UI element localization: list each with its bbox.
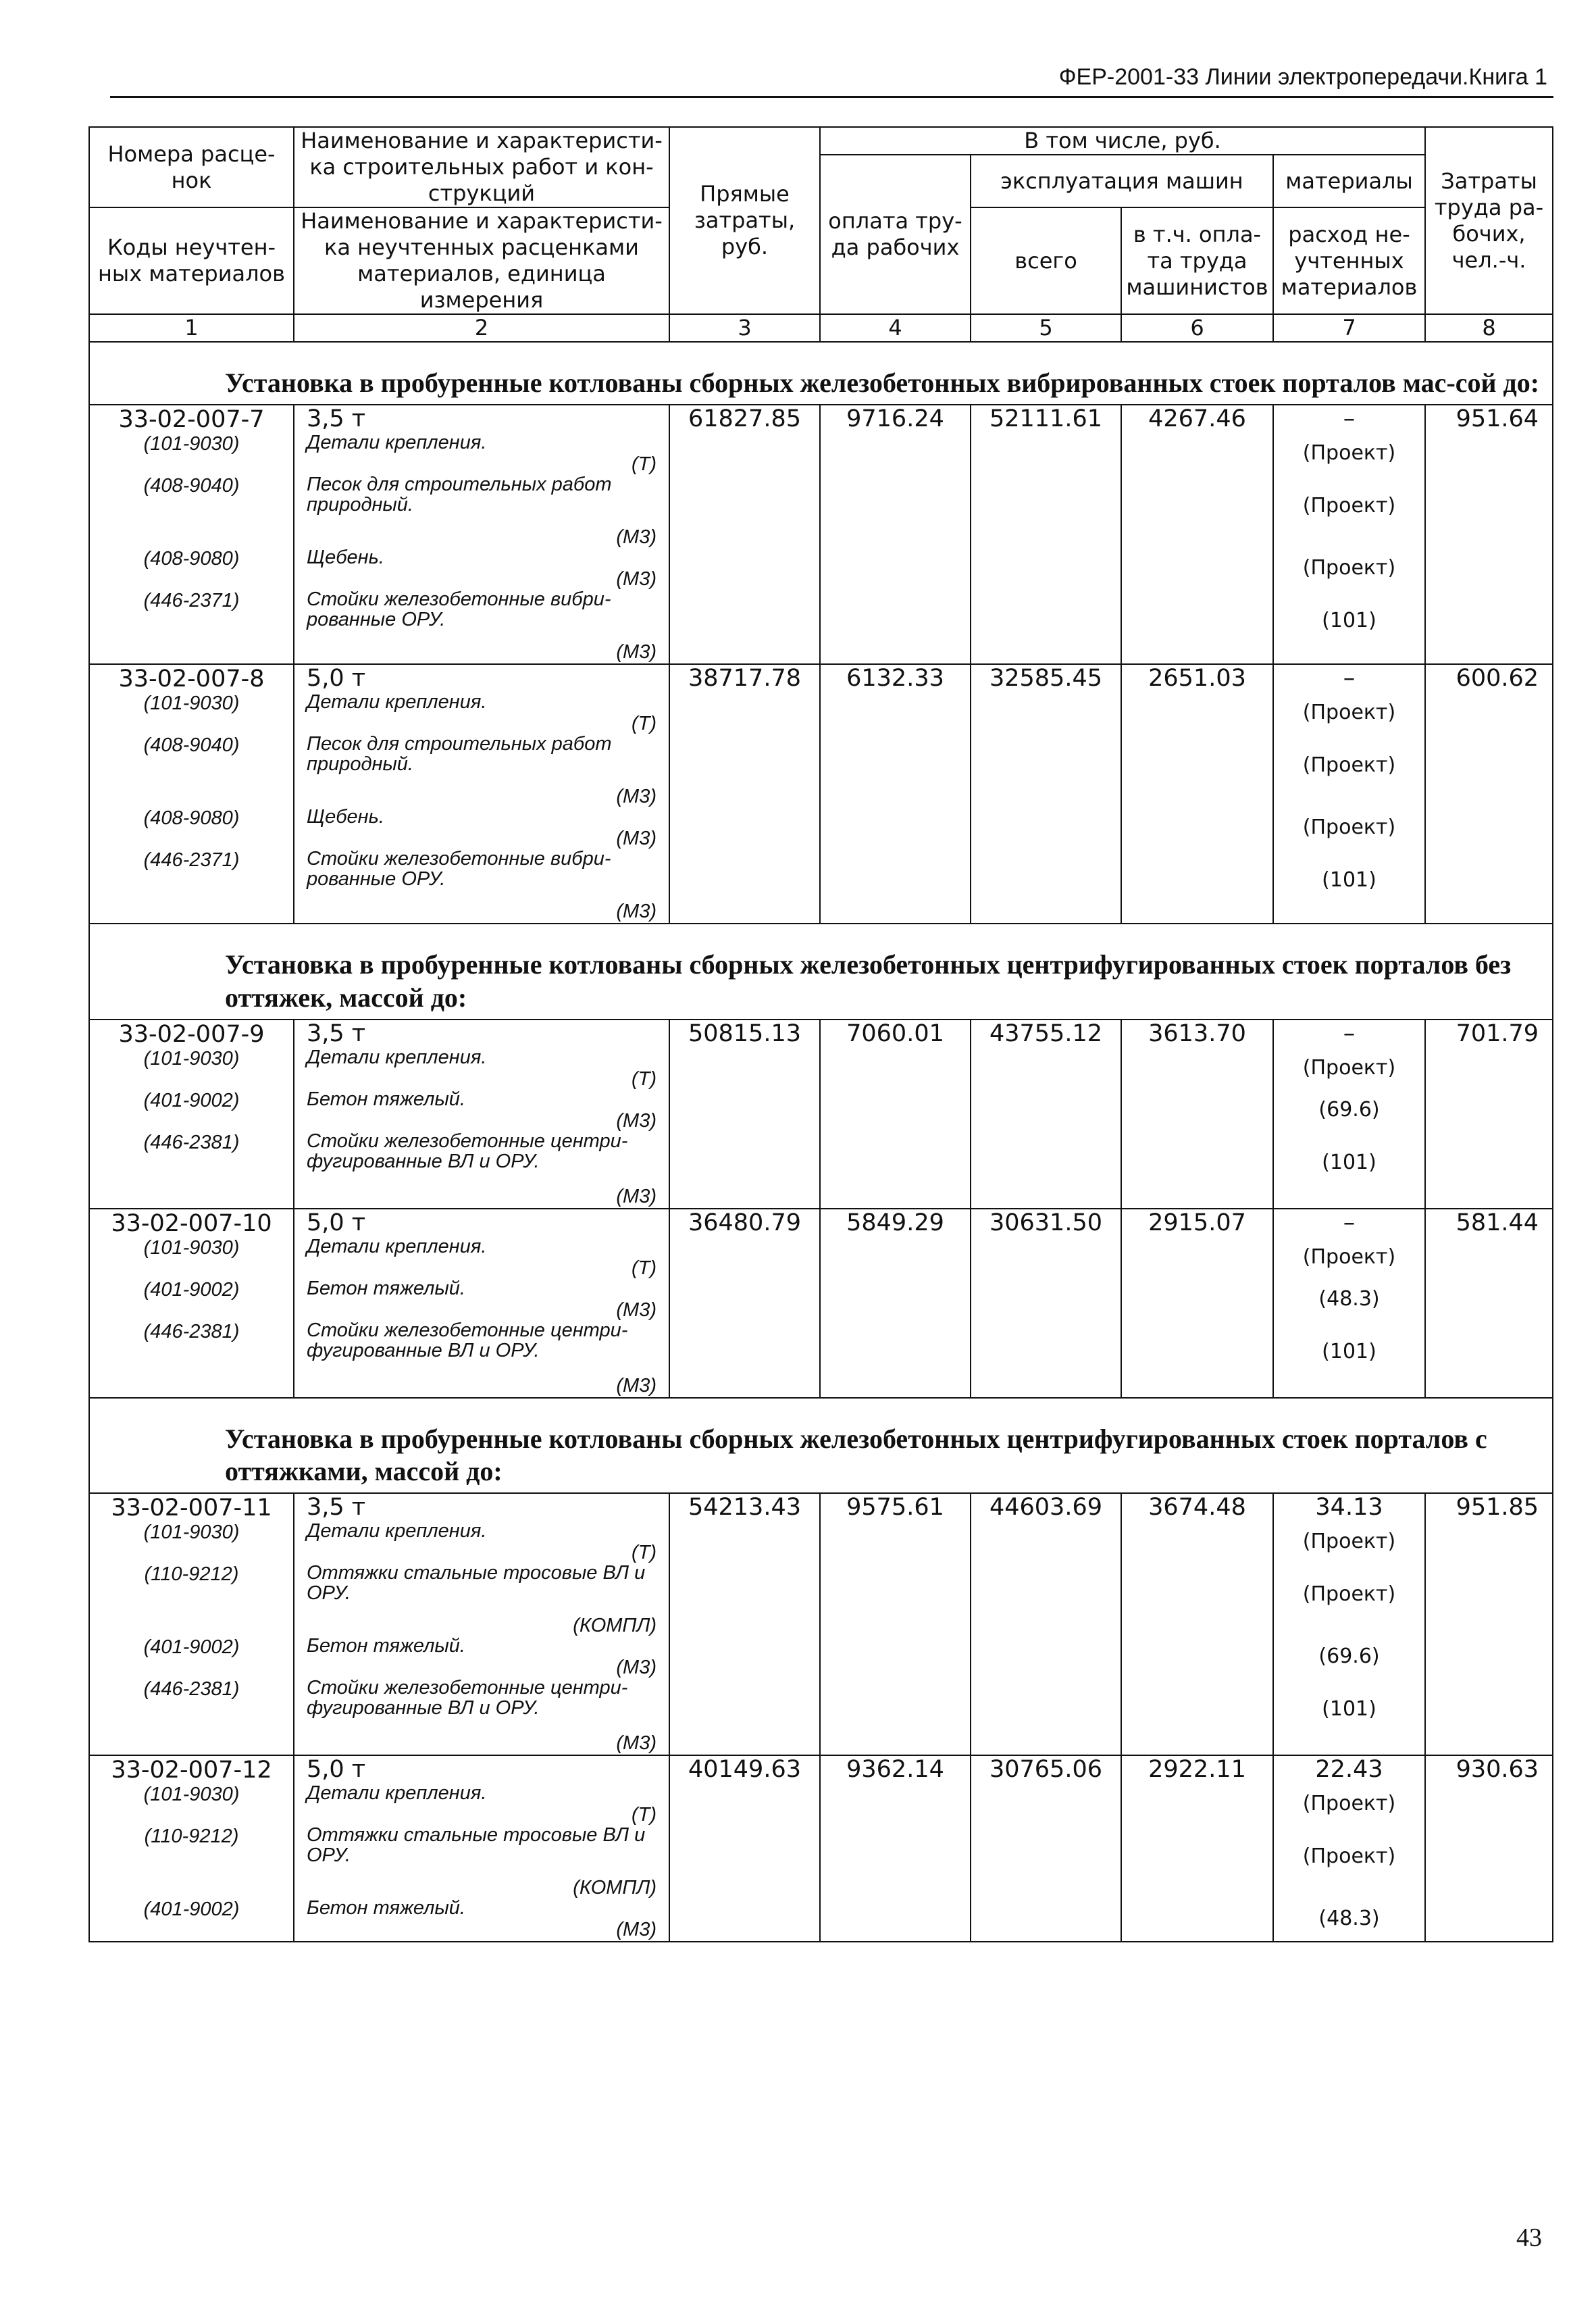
rate-code: 33-02-007-7 [118, 406, 265, 434]
machinists-cost: 3613.70 [1148, 1020, 1246, 1047]
material-name: Детали крепления. [307, 432, 487, 454]
rate-code: 33-02-007-10 [111, 1209, 272, 1237]
direct-cost: 38717.78 [688, 665, 801, 693]
rate-code: 33-02-007-8 [118, 665, 265, 693]
material-code: (408-9040) [143, 475, 240, 497]
material-name: Стойки железобетонные центри-фугированные ВЛ и ОРУ. [307, 1319, 628, 1361]
material-amount: (Проект) [1302, 815, 1396, 840]
material-amount: (69.6) [1318, 1097, 1380, 1122]
material-amount: (Проект) [1302, 753, 1396, 778]
rate-code-cell [89, 1493, 294, 1755]
material-code: (101-9030) [143, 1521, 240, 1544]
direct-cost-cell [669, 1020, 820, 1209]
material-code: (110-9212) [144, 1563, 239, 1586]
header-number-6: 6 [1121, 314, 1273, 342]
header-col2-top: Наименование и характеристи-ка строительных работ и кон-струкций [294, 127, 669, 207]
material-unit: (Т) [631, 1257, 657, 1279]
material-code: (446-2381) [143, 1678, 240, 1701]
material-amount-item [1274, 1678, 1424, 1753]
material-code: (110-9212) [144, 1826, 239, 1848]
rate-row [89, 1755, 1553, 1942]
material-unit: (М3) [616, 901, 657, 923]
machinists-cost-cell [1121, 1755, 1273, 1942]
material-name: Детали крепления. [307, 1782, 487, 1805]
rate-name-cell [294, 664, 669, 924]
machinists-cost-cell [1121, 664, 1273, 924]
rate-code-cell [89, 1755, 294, 1942]
machines-total-cell [971, 1493, 1121, 1755]
section-title: Установка в пробуренные котлованы сборных железобетонных центрифугированных стоек порталов без оттяжек, массой до: [89, 924, 1553, 1020]
material-item [294, 474, 669, 547]
section-title: Установка в пробуренные котлованы сборных железобетонных центрифугированных стоек порталов с оттяжками, массой до: [89, 1398, 1553, 1494]
material-item [294, 1825, 669, 1898]
material-item [294, 1898, 669, 1940]
material-unit: (М3) [616, 1109, 657, 1132]
machinists-cost-cell [1121, 1493, 1273, 1755]
rate-name: 5,0 т [307, 1756, 366, 1784]
direct-cost-cell [669, 1755, 820, 1942]
rate-code-cell [89, 1209, 294, 1398]
material-name: Бетон тяжелый. [307, 1088, 465, 1110]
machines-total-cell [971, 405, 1121, 664]
material-item [294, 1320, 669, 1396]
material-unit: (Т) [631, 1067, 657, 1090]
machines-total-cell [971, 664, 1121, 924]
material-item [294, 1047, 669, 1089]
header-col3: Прямые затраты, руб. [669, 127, 820, 314]
material-amount: (Проект) [1302, 701, 1396, 725]
materials-cost: – [1343, 665, 1356, 693]
labor-cost: 6132.33 [846, 665, 944, 693]
material-amount: (Проект) [1302, 1530, 1396, 1554]
header-number-7: 7 [1273, 314, 1425, 342]
material-amount-item [1274, 1320, 1424, 1396]
section-title-row [89, 924, 1553, 1020]
labor-cost: 9716.24 [846, 405, 944, 433]
materials-cell [1273, 1209, 1425, 1398]
machines-total: 44603.69 [989, 1494, 1102, 1521]
machines-total-cell [971, 1209, 1121, 1398]
material-amount: (Проект) [1302, 1844, 1396, 1869]
material-code: (401-9002) [143, 1278, 240, 1301]
header-number-5: 5 [971, 314, 1121, 342]
material-code: (446-2371) [143, 590, 240, 612]
material-item [294, 734, 669, 807]
materials-cell [1273, 405, 1425, 664]
material-unit: (Т) [631, 713, 657, 735]
rate-name: 5,0 т [307, 1209, 366, 1236]
rate-name: 3,5 т [307, 1020, 366, 1047]
material-amount: (101) [1322, 1697, 1376, 1721]
rate-name-cell [294, 1209, 669, 1398]
labor-hours: 951.85 [1456, 1494, 1539, 1521]
material-name: Оттяжки стальные тросовые ВЛ и ОРУ. [307, 1562, 646, 1605]
labor-hours-cell [1425, 405, 1553, 664]
material-amount: (101) [1322, 1339, 1376, 1363]
material-name: Стойки железобетонные вибри-рованные ОРУ. [307, 588, 611, 631]
material-code: (446-2381) [143, 1320, 240, 1342]
material-name: Стойки железобетонные центри-фугированные ВЛ и ОРУ. [307, 1677, 628, 1719]
material-item [294, 1521, 669, 1563]
material-name: Оттяжки стальные тросовые ВЛ и ОРУ. [307, 1824, 646, 1867]
material-unit: (М3) [616, 1374, 657, 1397]
material-code: (446-2371) [143, 849, 240, 872]
machines-total: 43755.12 [989, 1020, 1102, 1047]
material-code: (101-9030) [143, 1236, 240, 1259]
labor-hours: 951.64 [1456, 405, 1539, 433]
header-group: В том числе, руб. [820, 127, 1425, 155]
header-col6: в т.ч. опла-та труда машинистов [1121, 207, 1273, 314]
material-name: Детали крепления. [307, 1235, 487, 1257]
material-code: (408-9080) [143, 548, 240, 570]
machines-total: 30765.06 [989, 1756, 1102, 1784]
rate-code: 33-02-007-12 [111, 1757, 272, 1784]
machinists-cost: 2651.03 [1148, 665, 1246, 693]
header-machines: эксплуатация машин [971, 155, 1273, 207]
material-item [294, 849, 669, 922]
labor-hours: 600.62 [1456, 665, 1539, 693]
material-item [294, 1236, 669, 1278]
rate-code-cell [89, 1020, 294, 1209]
rate-name: 3,5 т [307, 405, 366, 433]
material-code: (408-9080) [143, 807, 240, 830]
machinists-cost-cell [1121, 405, 1273, 664]
materials-cell [1273, 1493, 1425, 1755]
header-number-3: 3 [669, 314, 820, 342]
material-item [294, 1089, 669, 1131]
labor-cost: 5849.29 [846, 1209, 944, 1236]
material-amount-item [1274, 1825, 1424, 1898]
header-number-8: 8 [1425, 314, 1553, 342]
material-amount-item [1274, 1131, 1424, 1207]
material-code: (101-9030) [143, 1784, 240, 1806]
material-amount-item [1274, 547, 1424, 589]
labor-hours-cell [1425, 1020, 1553, 1209]
material-unit: (М3) [616, 641, 657, 663]
material-item [294, 1678, 669, 1753]
material-amount-item [1274, 1521, 1424, 1563]
material-code: (408-9040) [143, 734, 240, 757]
labor-hours: 930.63 [1456, 1756, 1539, 1784]
material-item [294, 589, 669, 662]
material-amount-item [1274, 1636, 1424, 1678]
material-unit: (М3) [616, 1919, 657, 1941]
section-title-row [89, 342, 1553, 405]
header-number-2: 2 [294, 314, 669, 342]
rate-name: 5,0 т [307, 665, 366, 693]
material-code: (101-9030) [143, 1047, 240, 1070]
material-amount-item [1274, 1089, 1424, 1131]
header-col4: оплата тру-да рабочих [820, 155, 971, 314]
material-amount-item [1274, 1563, 1424, 1636]
page-header: ФЕР-2001-33 Линии электропередачи.Книга 1 [1058, 64, 1547, 90]
material-amount-item [1274, 1236, 1424, 1278]
machinists-cost-cell [1121, 1020, 1273, 1209]
labor-hours-cell [1425, 664, 1553, 924]
material-amount: (48.3) [1318, 1286, 1380, 1311]
material-amount: (Проект) [1302, 1582, 1396, 1607]
materials-cost: – [1343, 1209, 1356, 1236]
labor-cost-cell [820, 1493, 971, 1755]
direct-cost: 54213.43 [688, 1494, 801, 1521]
material-amount: (48.3) [1318, 1907, 1380, 1931]
labor-hours-cell [1425, 1209, 1553, 1398]
materials-cost: – [1343, 405, 1356, 433]
rate-code-cell [89, 664, 294, 924]
material-code: (401-9002) [143, 1636, 240, 1659]
material-unit: (М3) [616, 568, 657, 590]
material-item [294, 692, 669, 734]
direct-cost: 61827.85 [688, 405, 801, 433]
material-amount-item [1274, 807, 1424, 849]
direct-cost-cell [669, 1209, 820, 1398]
material-item [294, 807, 669, 849]
machines-total: 32585.45 [989, 665, 1102, 693]
labor-cost-cell [820, 405, 971, 664]
material-item [294, 1636, 669, 1678]
rate-name-cell [294, 1020, 669, 1209]
materials-cost: 34.13 [1315, 1494, 1383, 1521]
material-unit: (М3) [616, 1185, 657, 1207]
material-amount-item [1274, 1278, 1424, 1320]
rate-name: 3,5 т [307, 1494, 366, 1521]
material-unit: (Т) [631, 453, 657, 476]
material-code: (101-9030) [143, 693, 240, 715]
rate-code-cell [89, 405, 294, 664]
rate-name-cell [294, 1755, 669, 1942]
material-name: Детали крепления. [307, 1520, 487, 1542]
rate-code: 33-02-007-11 [111, 1494, 272, 1522]
material-name: Песок для строительных работ природный. [307, 733, 612, 776]
materials-cost: 22.43 [1315, 1756, 1383, 1784]
header-col1-bottom: Коды неучтен-ных материалов [89, 207, 294, 314]
direct-cost-cell [669, 1493, 820, 1755]
machinists-cost: 4267.46 [1148, 405, 1246, 433]
material-name: Щебень. [307, 547, 384, 569]
material-name: Стойки железобетонные центри-фугированные ВЛ и ОРУ. [307, 1130, 628, 1172]
machinists-cost-cell [1121, 1209, 1273, 1398]
material-item [294, 1783, 669, 1825]
material-item [294, 1278, 669, 1320]
material-unit: (КОМПЛ) [573, 1877, 657, 1899]
material-unit: (М3) [616, 786, 657, 808]
material-name: Детали крепления. [307, 691, 487, 713]
material-unit: (Т) [631, 1804, 657, 1826]
material-unit: (М3) [616, 828, 657, 850]
machinists-cost: 2922.11 [1148, 1756, 1246, 1784]
section-title: Установка в пробуренные котлованы сборных железобетонных вибрированных стоек порталов мас-сой до: [89, 342, 1553, 405]
rate-row [89, 1020, 1553, 1209]
material-unit: (М3) [616, 1657, 657, 1679]
labor-cost-cell [820, 1209, 971, 1398]
rate-name-cell [294, 405, 669, 664]
material-amount-item [1274, 1783, 1424, 1825]
labor-hours: 701.79 [1456, 1020, 1539, 1047]
direct-cost-cell [669, 664, 820, 924]
labor-cost-cell [820, 1020, 971, 1209]
direct-cost: 36480.79 [688, 1209, 801, 1236]
material-amount: (Проект) [1302, 494, 1396, 518]
rate-row [89, 1493, 1553, 1755]
material-amount: (Проект) [1302, 556, 1396, 580]
material-amount-item [1274, 849, 1424, 922]
header-col7: расход не-учтенных материалов [1273, 207, 1425, 314]
machines-total: 30631.50 [989, 1209, 1102, 1236]
material-code: (401-9002) [143, 1898, 240, 1921]
material-unit: (М3) [616, 526, 657, 549]
labor-cost-cell [820, 664, 971, 924]
rate-row [89, 1209, 1553, 1398]
material-unit: (Т) [631, 1542, 657, 1564]
direct-cost: 50815.13 [688, 1020, 801, 1047]
material-code: (401-9002) [143, 1089, 240, 1111]
material-amount: (101) [1322, 868, 1376, 892]
material-amount: (69.6) [1318, 1644, 1380, 1669]
material-name: Стойки железобетонные вибри-рованные ОРУ. [307, 848, 611, 890]
material-amount-item [1274, 589, 1424, 662]
labor-hours-cell [1425, 1493, 1553, 1755]
rate-row [89, 405, 1553, 664]
materials-cell [1273, 664, 1425, 924]
material-amount-item [1274, 474, 1424, 547]
labor-hours: 581.44 [1456, 1209, 1539, 1236]
direct-cost: 40149.63 [688, 1756, 801, 1784]
page-number: 43 [1516, 2223, 1542, 2252]
rate-name-cell [294, 1493, 669, 1755]
header-col8: Затраты труда ра-бочих, чел.-ч. [1425, 127, 1553, 314]
header-number-4: 4 [820, 314, 971, 342]
material-unit: (КОМПЛ) [573, 1615, 657, 1637]
header-col2-bottom: Наименование и характеристи-ка неучтенных расценками материалов, единица измерения [294, 207, 669, 314]
labor-cost-cell [820, 1755, 971, 1942]
materials-cost: – [1343, 1020, 1356, 1047]
material-item [294, 1131, 669, 1207]
material-amount: (Проект) [1302, 441, 1396, 466]
materials-cell [1273, 1020, 1425, 1209]
material-amount: (Проект) [1302, 1244, 1396, 1269]
material-name: Песок для строительных работ природный. [307, 474, 612, 516]
material-unit: (М3) [616, 1732, 657, 1755]
material-unit: (М3) [616, 1299, 657, 1321]
direct-cost-cell [669, 405, 820, 664]
material-amount: (101) [1322, 1150, 1376, 1174]
labor-cost: 9575.61 [846, 1494, 944, 1521]
machines-total-cell [971, 1755, 1121, 1942]
material-name: Детали крепления. [307, 1046, 487, 1068]
labor-cost: 7060.01 [846, 1020, 944, 1047]
header-rule [110, 96, 1553, 98]
machines-total-cell [971, 1020, 1121, 1209]
labor-cost: 9362.14 [846, 1756, 944, 1784]
material-amount-item [1274, 692, 1424, 734]
material-amount-item [1274, 734, 1424, 807]
materials-cell [1273, 1755, 1425, 1942]
material-code: (446-2381) [143, 1131, 240, 1153]
rates-table [88, 126, 1553, 1942]
material-item [294, 432, 669, 474]
machines-total: 52111.61 [989, 405, 1102, 433]
material-amount: (Проект) [1302, 1792, 1396, 1816]
material-amount-item [1274, 432, 1424, 474]
machinists-cost: 3674.48 [1148, 1494, 1246, 1521]
material-name: Бетон тяжелый. [307, 1277, 465, 1299]
header-materials: материалы [1273, 155, 1425, 207]
section-title-row [89, 1398, 1553, 1494]
header-number-1: 1 [89, 314, 294, 342]
material-amount: (101) [1322, 609, 1376, 633]
header-col1-top: Номера расце-нок [89, 127, 294, 207]
material-name: Бетон тяжелый. [307, 1897, 465, 1919]
material-amount: (Проект) [1302, 1055, 1396, 1080]
material-item [294, 1563, 669, 1636]
material-code: (101-9030) [143, 433, 240, 455]
material-name: Щебень. [307, 806, 384, 828]
material-item [294, 547, 669, 589]
rate-code: 33-02-007-9 [118, 1020, 265, 1048]
header-col5: всего [971, 207, 1121, 314]
rate-row [89, 664, 1553, 924]
material-name: Бетон тяжелый. [307, 1635, 465, 1657]
labor-hours-cell [1425, 1755, 1553, 1942]
material-amount-item [1274, 1898, 1424, 1940]
machinists-cost: 2915.07 [1148, 1209, 1246, 1236]
material-amount-item [1274, 1047, 1424, 1089]
